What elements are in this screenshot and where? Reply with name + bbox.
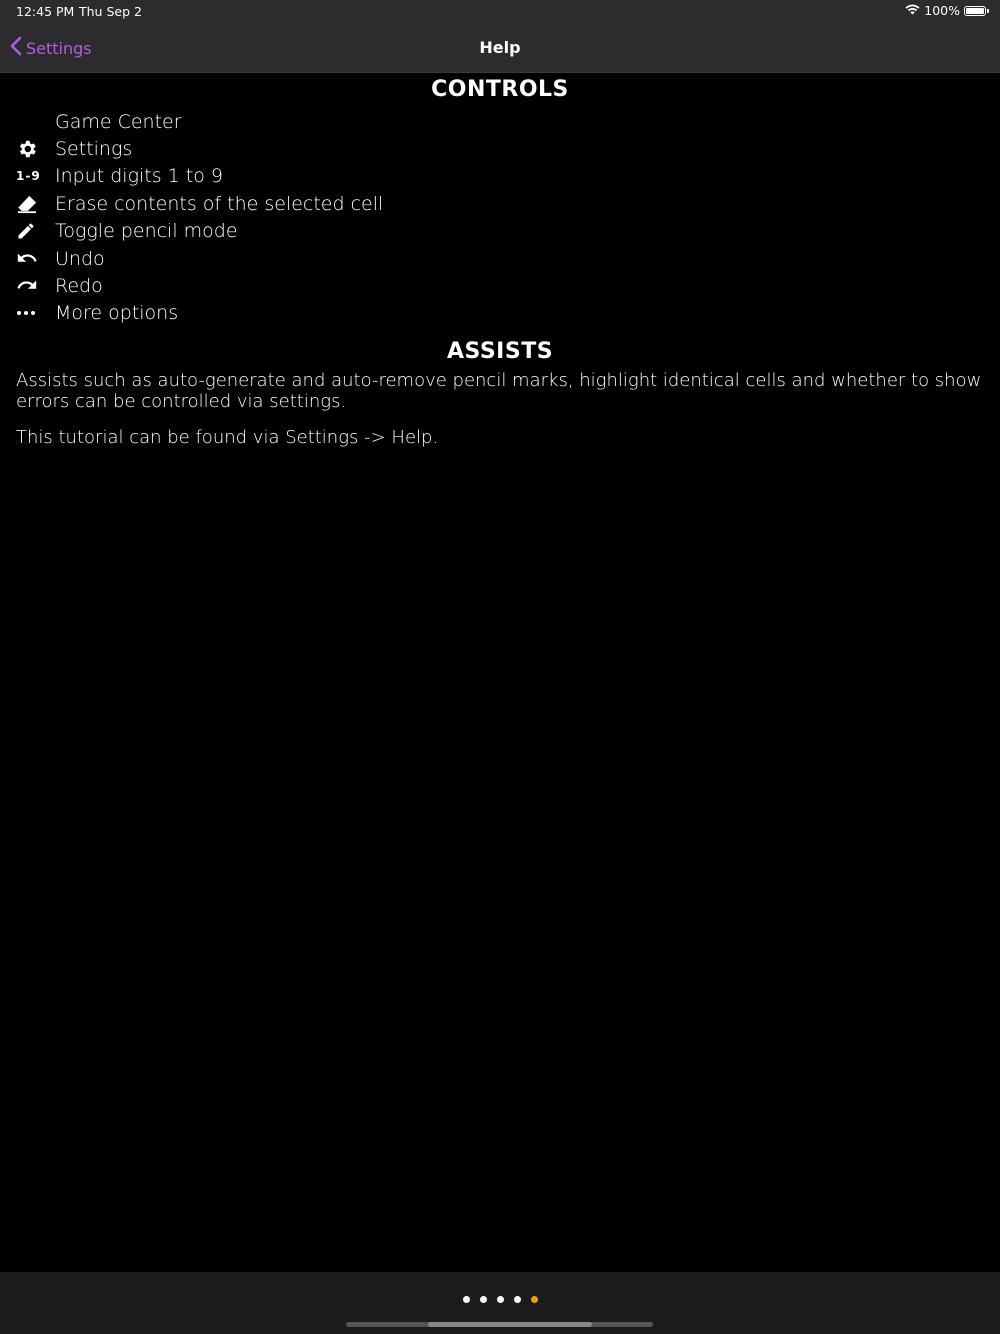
tutorial-location-note: This tutorial can be found via Settings -> Help. <box>16 427 439 449</box>
control-item-pencil <box>16 218 1000 245</box>
control-label: Toggle pencil mode <box>55 220 238 243</box>
control-item-erase <box>16 190 1000 217</box>
home-indicator <box>346 1322 653 1327</box>
wifi-icon <box>905 3 920 18</box>
control-label: Game Center <box>55 110 182 133</box>
undo-icon <box>16 247 55 271</box>
control-label: Input digits 1 to 9 <box>55 165 223 188</box>
battery-percent: 100% <box>924 3 960 18</box>
control-item-settings <box>16 135 1000 162</box>
page-dots[interactable] <box>0 1296 1000 1303</box>
control-item-undo <box>16 245 1000 272</box>
help-content <box>0 73 1000 448</box>
battery-icon <box>964 6 986 16</box>
control-item-digits <box>16 163 1000 190</box>
control-label: More options <box>55 302 179 325</box>
page-dot[interactable] <box>514 1296 521 1303</box>
status-date: Thu Sep 2 <box>79 4 142 19</box>
page-title: Help <box>479 38 521 57</box>
back-button-label: Settings <box>26 38 92 58</box>
pencil-icon <box>16 219 55 243</box>
page-dot[interactable] <box>463 1296 470 1303</box>
eraser-icon <box>16 192 55 216</box>
control-label: Undo <box>55 247 105 270</box>
redo-icon <box>16 274 55 298</box>
status-bar <box>0 0 1000 24</box>
assists-heading: ASSISTS <box>446 339 554 365</box>
controls-heading: CONTROLS <box>431 77 569 102</box>
page-dot[interactable] <box>480 1296 487 1303</box>
page-dot[interactable] <box>531 1296 538 1303</box>
status-time: 12:45 PM <box>16 4 75 19</box>
control-item-more <box>16 300 1000 327</box>
nav-bar <box>0 24 1000 73</box>
page-dot[interactable] <box>497 1296 504 1303</box>
control-item-game-center <box>16 108 1000 135</box>
game-center-icon <box>16 110 55 134</box>
control-item-redo <box>16 272 1000 299</box>
more-options-icon <box>16 301 55 325</box>
controls-list <box>0 108 1000 327</box>
control-label: Settings <box>55 138 133 161</box>
control-label: Erase contents of the selected cell <box>55 192 384 215</box>
gear-icon <box>16 137 55 161</box>
digits-icon: 1-9 <box>16 169 41 184</box>
control-label: Redo <box>55 275 103 298</box>
status-right <box>905 3 986 18</box>
page-indicator-bar <box>0 1272 1000 1334</box>
assists-description: Assists such as auto-generate and auto-remove pencil marks, highlight identical cells and whether to show errors can be controlled via settings. <box>16 370 982 413</box>
